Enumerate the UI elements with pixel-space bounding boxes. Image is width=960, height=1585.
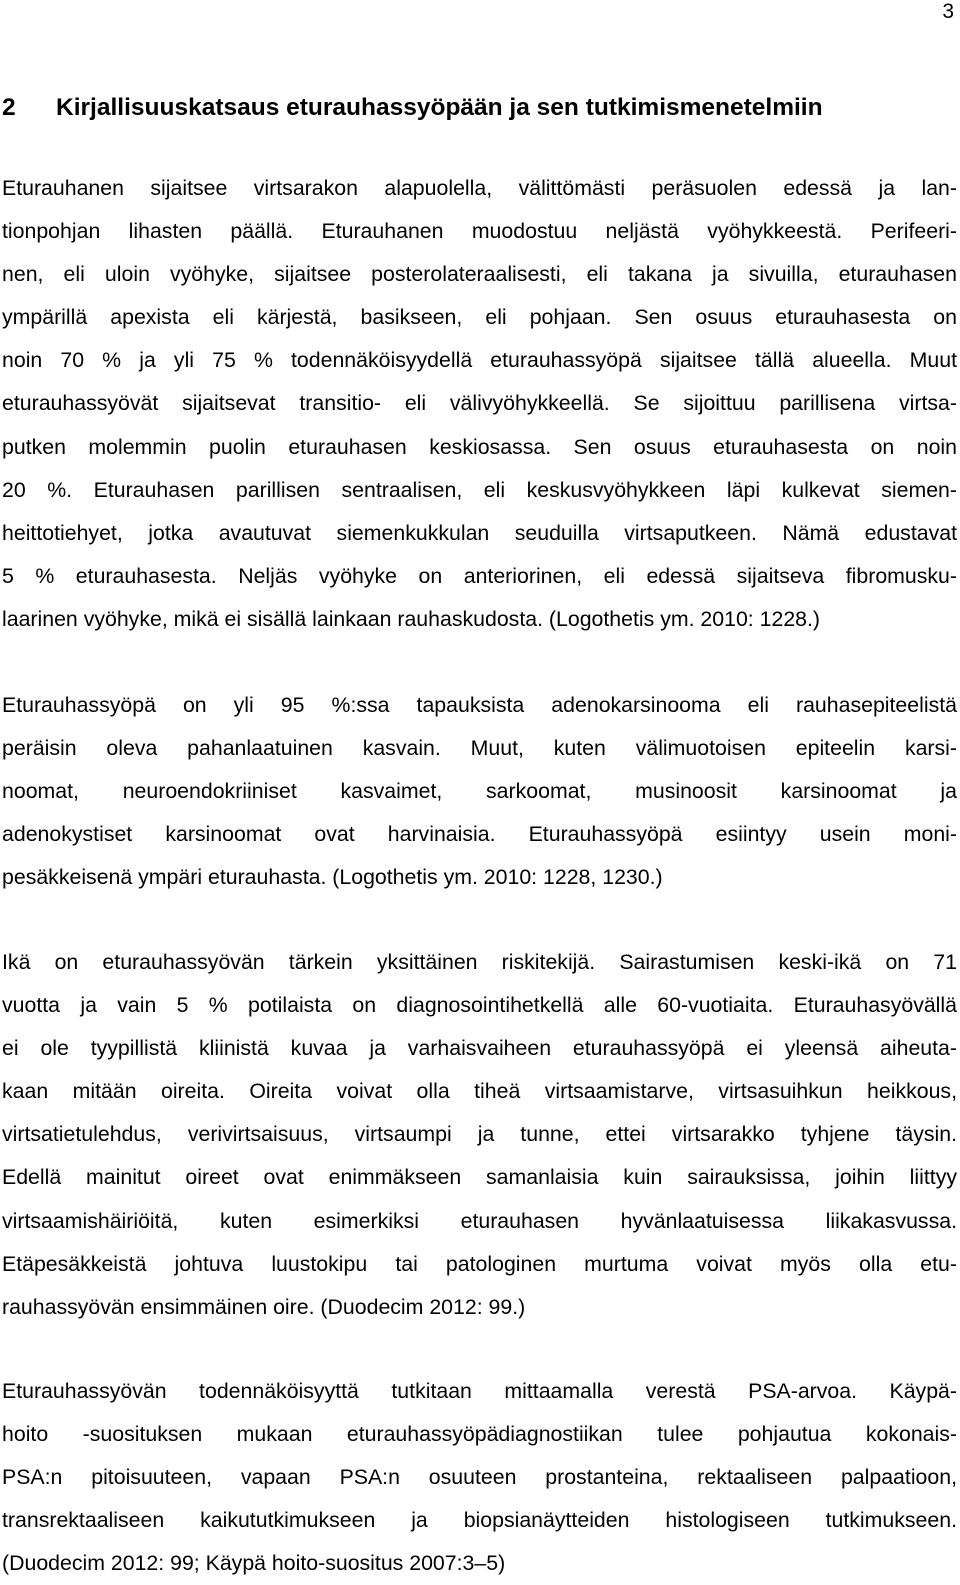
section-title: Kirjallisuuskatsaus eturauhassyöpään ja sen tutkimismenetelmiin: [56, 94, 823, 121]
text-line: Ikä on eturauhassyövän tärkein yksittäinen riskitekijä. Sairastumisen keski-ikä on 71: [2, 950, 957, 974]
text-line: ei ole tyypillistä kliinistä kuvaa ja varhaisvaiheen eturauhassyöpä ei yleensä aiheuta-: [2, 1036, 957, 1061]
text-line: hoito -suosituksen mukaan eturauhassyöpädiagnostiikan tulee pohjautua kokonais-: [2, 1422, 957, 1447]
text-line: ympärillä apexista eli kärjestä, basikseen, eli pohjaan. Sen osuus eturauhasesta on: [2, 305, 957, 330]
text-line: noin 70 % ja yli 75 % todennäköisyydellä eturauhassyöpä sijaitsee tällä alueella. Muut: [2, 348, 957, 373]
text-line: 20 %. Eturauhasen parillisen sentraalisen, eli keskusvyöhykkeen läpi kulkevat siemen-: [2, 477, 957, 502]
text-line: Edellä mainitut oireet ovat enimmäkseen samanlaisia kuin sairauksissa, joihin liittyy: [2, 1165, 957, 1190]
paragraph-cancer-types: [2, 684, 957, 899]
text-line: (Duodecim 2012: 99; Käypä hoito-suositus 2007:3–5): [2, 1551, 506, 1576]
text-line: putken molemmin puolin eturauhasen keskiosassa. Sen osuus eturauhasesta on noin: [2, 434, 957, 459]
text-line: kaan mitään oireita. Oireita voivat olla tiheä virtsaamistarve, virtsasuihkun heikkous,: [2, 1079, 957, 1104]
text-line: virtsatietulehdus, verivirtsaisuus, virtsaumpi ja tunne, ettei virtsarakko tyhjene täysin.: [2, 1122, 957, 1147]
text-line: heittotiehyet, jotka avautuvat siemenkukkulan seuduilla virtsaputkeen. Nämä edustavat: [2, 520, 957, 545]
text-line: rauhassyövän ensimmäinen oire. (Duodecim 2012: 99.): [2, 1294, 526, 1319]
text-line: Eturauhanen sijaitsee virtsarakon alapuolella, välittömästi peräsuolen edessä ja lan-: [2, 176, 957, 200]
section-heading: [0, 88, 960, 128]
text-line: noomat, neuroendokriiniset kasvaimet, sarkoomat, musinoosit karsinoomat ja: [2, 779, 957, 804]
text-line: 5 % eturauhasesta. Neljäs vyöhyke on anteriorinen, eli edessä sijaitseva fibromusku-: [2, 563, 957, 588]
text-line: peräisin oleva pahanlaatuinen kasvain. Muut, kuten välimuotoisen epiteelin karsi-: [2, 736, 957, 761]
paragraph-risk-and-symptoms: [2, 941, 957, 1329]
paragraph-diagnostics: [2, 1370, 957, 1585]
page-number: 3: [942, 0, 954, 23]
text-line: pesäkkeisenä ympäri eturauhasta. (Logothetis ym. 2010: 1228, 1230.): [2, 865, 663, 890]
text-line: virtsaamishäiriöitä, kuten esimerkiksi eturauhasen hyvänlaatuisessa liikakasvussa.: [2, 1208, 957, 1233]
text-line: laarinen vyöhyke, mikä ei sisällä lainkaan rauhaskudosta. (Logothetis ym. 2010: 1228.): [2, 606, 821, 631]
text-line: nen, eli uloin vyöhyke, sijaitsee posterolateraalisesti, eli takana ja sivuilla, eturauhasen: [2, 262, 957, 287]
text-line: eturauhassyövät sijaitsevat transitio- eli välivyöhykkeellä. Se sijoittuu parillisena virtsa-: [2, 391, 957, 416]
paragraph-prostate-anatomy: [2, 167, 957, 641]
text-line: adenokystiset karsinoomat ovat harvinaisia. Eturauhassyöpä esiintyy usein moni-: [2, 822, 957, 847]
text-line: tionpohjan lihasten päällä. Eturauhanen muodostuu neljästä vyöhykkeestä. Perifeeri-: [2, 219, 957, 244]
text-line: transrektaaliseen kaikututkimukseen ja biopsianäytteiden histologiseen tutkimukseen.: [2, 1508, 957, 1533]
text-line: PSA:n pitoisuuteen, vapaan PSA:n osuuteen prostanteina, rektaaliseen palpaatioon,: [2, 1465, 957, 1490]
text-line: Etäpesäkkeistä johtuva luustokipu tai patologinen murtuma voivat myös olla etu-: [2, 1251, 957, 1276]
text-line: vuotta ja vain 5 % potilaista on diagnosointihetkellä alle 60-vuotiaita. Eturauhasyövällä: [2, 993, 957, 1018]
section-number: 2: [2, 94, 16, 121]
text-line: Eturauhassyöpä on yli 95 %:ssa tapauksista adenokarsinooma eli rauhasepiteelistä: [2, 693, 957, 717]
text-line: Eturauhassyövän todennäköisyyttä tutkitaan mittaamalla verestä PSA-arvoa. Käypä-: [2, 1379, 957, 1403]
